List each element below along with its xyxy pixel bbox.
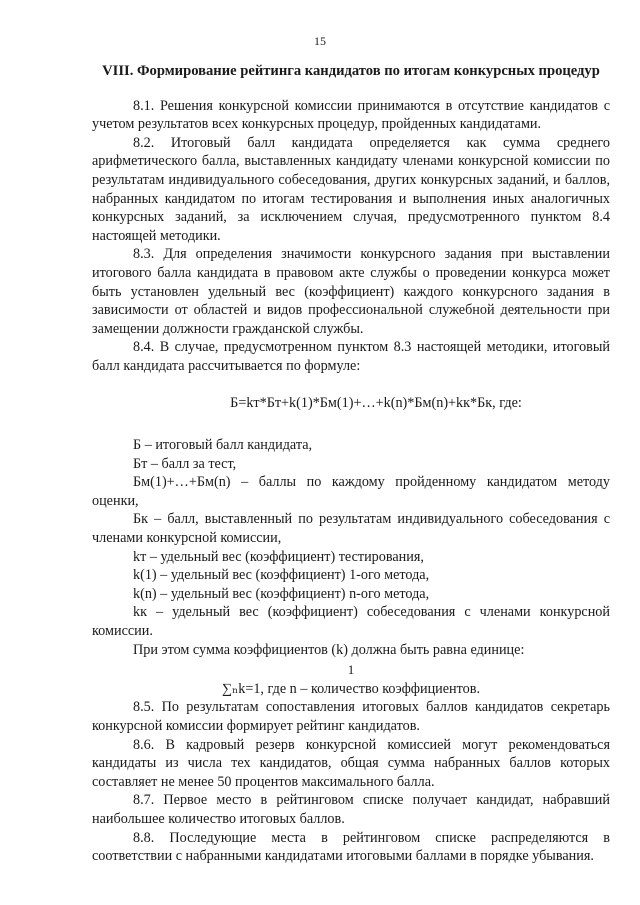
- sum-upper-limit: 1: [347, 662, 355, 678]
- sum-formula: ∑ₙk=1, где n – количество коэффициентов.: [221, 680, 481, 697]
- document-body: [92, 58, 610, 866]
- legend-item: Б – итоговый балл кандидата,: [133, 437, 313, 454]
- legend-item: k(n) – удельный вес (коэффициент) n-ого метода,: [133, 585, 430, 602]
- legend-item: k(1) – удельный вес (коэффициент) 1-ого метода,: [133, 567, 430, 584]
- score-formula: Б=kт*Бт+k(1)*Бм(1)+…+k(n)*Бм(n)+kк*Бк, где:: [230, 394, 522, 411]
- paragraph-8-6: 8.6. В кадровый резерв конкурсной комиссией могут рекомендоваться кандидаты из числа тех кандидатов, общая сумма набранных баллов которых составляет не менее 50 процентов максимального балла.: [92, 736, 610, 790]
- paragraph-8-7: 8.7. Первое место в рейтинговом списке получает кандидат, набравший наибольшее количество итоговых баллов.: [92, 792, 610, 827]
- legend-item: kк – удельный вес (коэффициент) собеседования с членами конкурсной комиссии.: [92, 604, 610, 640]
- legend-item: kт – удельный вес (коэффициент) тестирования,: [133, 548, 424, 565]
- legend-item: Бк – балл, выставленный по результатам индивидуального собеседования с членами конкурсной комиссии,: [92, 511, 610, 547]
- section-heading: VIII. Формирование рейтинга кандидатов по итогам конкурсных процедур: [102, 63, 600, 79]
- sum-condition: При этом сумма коэффициентов (k) должна быть равна единице:: [133, 641, 525, 658]
- page-number: 15: [314, 34, 326, 48]
- paragraph-8-1: 8.1. Решения конкурсной комиссии принимаются в отсутствие кандидатов с учетом результатов всех конкурсных процедур, пройденных кандидатами.: [92, 97, 610, 133]
- paragraph-8-3: 8.3. Для определения значимости конкурсного задания при выставлении итогового балла кандидата в правовом акте службы о проведении конкурса может быть установлен удельный вес (коэффициент) каждого конкурсного задания в зависимости от областей и видов профессиональной служебной деятельности при замещении должности гражданской службы.: [92, 246, 610, 337]
- paragraph-8-5: 8.5. По результатам сопоставления итоговых баллов кандидатов секретарь конкурсной комиссии формирует рейтинг кандидатов.: [92, 699, 610, 734]
- paragraph-8-4: 8.4. В случае, предусмотренном пунктом 8.3 настоящей методики, итоговый балл кандидата рассчитывается по формуле:: [92, 339, 610, 374]
- paragraph-8-2: 8.2. Итоговый балл кандидата определяется как сумма среднего арифметического балла, выставленных кандидату членами конкурсной комиссии по результатам индивидуального собеседования, других конкурсных заданий, и баллов, набранных кандидатом по итогам тестирования и выполнения иных аналогичных конкурсных заданий, за исключением случая, предусмотренного пунктом 8.4 настоящей методики.: [92, 134, 610, 244]
- legend-item: Бт – балл за тест,: [133, 455, 237, 472]
- legend-item: Бм(1)+…+Бм(n) – баллы по каждому пройденному кандидатом методу оценки,: [92, 474, 610, 509]
- paragraph-8-8: 8.8. Последующие места в рейтинговом списке распределяются в соответствии с набранными кандидатами итоговыми баллами в порядке убывания.: [92, 829, 610, 865]
